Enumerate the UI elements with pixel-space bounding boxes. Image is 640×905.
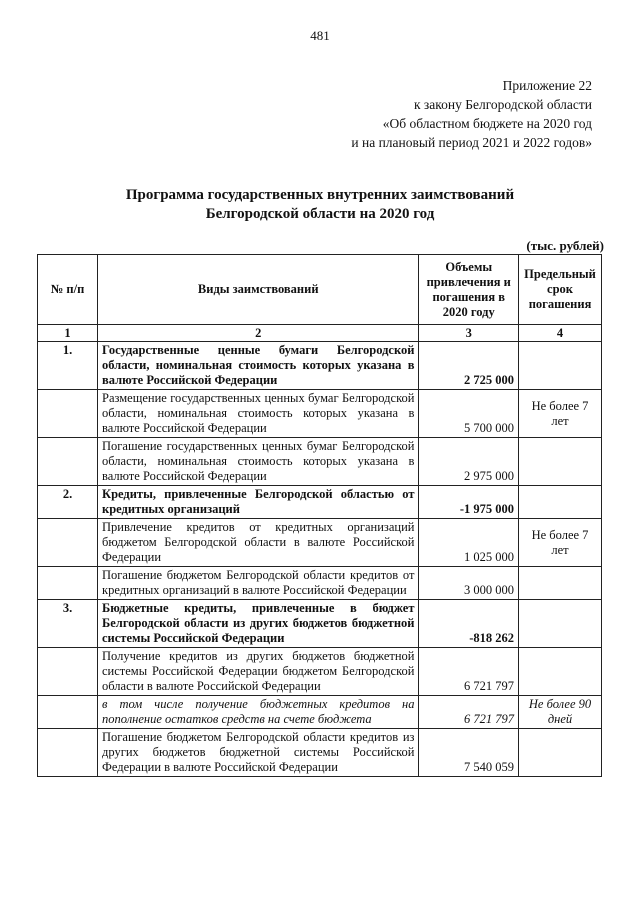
document-title <box>0 186 640 224</box>
row-number <box>38 648 98 696</box>
table-row <box>38 519 602 567</box>
row-description: Погашение государственных ценных бумаг Белгородской области, номинальная стоимость которых указана в валюте Российской Федерации <box>98 438 419 486</box>
row-term: Не более 90 дней <box>519 696 602 729</box>
row-description: Кредиты, привлеченные Белгородской областью от кредитных организаций <box>98 486 419 519</box>
row-term <box>519 567 602 600</box>
appendix-reference <box>292 76 592 152</box>
table-row <box>38 486 602 519</box>
appendix-line: к закону Белгородской области <box>414 97 592 112</box>
title-line-1: Программа государственных внутренних заимствований <box>125 187 515 203</box>
row-description: Привлечение кредитов от кредитных организаций бюджетом Белгородской области в валюте Российской Федерации <box>98 519 419 567</box>
row-description: Получение кредитов из других бюджетов бюджетной системы Российской Федерации бюджетом Белгородской области в валюте Российской Федерации <box>98 648 419 696</box>
row-description: Государственные ценные бумаги Белгородской области, номинальная стоимость которых указана в валюте Российской Федерации <box>98 342 419 390</box>
appendix-line: Приложение 22 <box>502 78 592 93</box>
unit-label: (тыс. рублей) <box>526 238 604 253</box>
row-amount: -818 262 <box>419 600 519 648</box>
table-row <box>38 390 602 438</box>
table-row <box>38 696 602 729</box>
row-number: 2. <box>38 486 98 519</box>
row-term <box>519 486 602 519</box>
header-borrowing-types: Виды заимствований <box>98 255 419 325</box>
row-description: Погашение бюджетом Белгородской области кредитов из других бюджетов бюджетной системы Российской Федерации в валюте Российской Федерации <box>98 729 419 777</box>
row-term <box>519 600 602 648</box>
header-term: Предельный срок погашения <box>519 255 602 325</box>
row-term <box>519 729 602 777</box>
column-index: 4 <box>519 325 602 342</box>
table-row <box>38 567 602 600</box>
column-index: 2 <box>98 325 419 342</box>
column-index-row <box>38 325 602 342</box>
column-index: 1 <box>38 325 98 342</box>
row-amount: 5 700 000 <box>419 390 519 438</box>
borrowings-table <box>37 254 602 777</box>
row-amount: 3 000 000 <box>419 567 519 600</box>
header-number: № п/п <box>38 255 98 325</box>
row-amount: 6 721 797 <box>419 648 519 696</box>
row-number <box>38 729 98 777</box>
row-number <box>38 696 98 729</box>
table-row <box>38 342 602 390</box>
row-amount: 7 540 059 <box>419 729 519 777</box>
column-index: 3 <box>419 325 519 342</box>
row-number <box>38 567 98 600</box>
row-number: 1. <box>38 342 98 390</box>
page-number: 481 <box>310 28 330 43</box>
row-number <box>38 519 98 567</box>
row-amount: 6 721 797 <box>419 696 519 729</box>
title-line-2: Белгородской области на 2020 год <box>205 206 435 222</box>
row-description: в том числе получение бюджетных кредитов на пополнение остатков средств на счете бюджета <box>98 696 419 729</box>
row-term <box>519 342 602 390</box>
row-amount: -1 975 000 <box>419 486 519 519</box>
table-row <box>38 648 602 696</box>
row-term <box>519 648 602 696</box>
row-number: 3. <box>38 600 98 648</box>
appendix-line: «Об областном бюджете на 2020 год <box>382 116 592 131</box>
row-term: Не более 7 лет <box>519 390 602 438</box>
table-row <box>38 729 602 777</box>
appendix-line: и на плановый период 2021 и 2022 годов» <box>351 135 592 150</box>
header-volumes: Объемы привлечения и погашения в 2020 году <box>419 255 519 325</box>
row-amount: 1 025 000 <box>419 519 519 567</box>
row-description: Размещение государственных ценных бумаг Белгородской области, номинальная стоимость которых указана в валюте Российской Федерации <box>98 390 419 438</box>
row-term <box>519 438 602 486</box>
row-description: Погашение бюджетом Белгородской области кредитов от кредитных организаций в валюте Российской Федерации <box>98 567 419 600</box>
row-amount: 2 725 000 <box>419 342 519 390</box>
table-row <box>38 600 602 648</box>
table-row <box>38 438 602 486</box>
row-number <box>38 438 98 486</box>
row-description: Бюджетные кредиты, привлеченные в бюджет Белгородской области из других бюджетов бюджетной системы Российской Федерации <box>98 600 419 648</box>
row-term: Не более 7 лет <box>519 519 602 567</box>
table-header-row <box>38 255 602 325</box>
row-amount: 2 975 000 <box>419 438 519 486</box>
row-number <box>38 390 98 438</box>
